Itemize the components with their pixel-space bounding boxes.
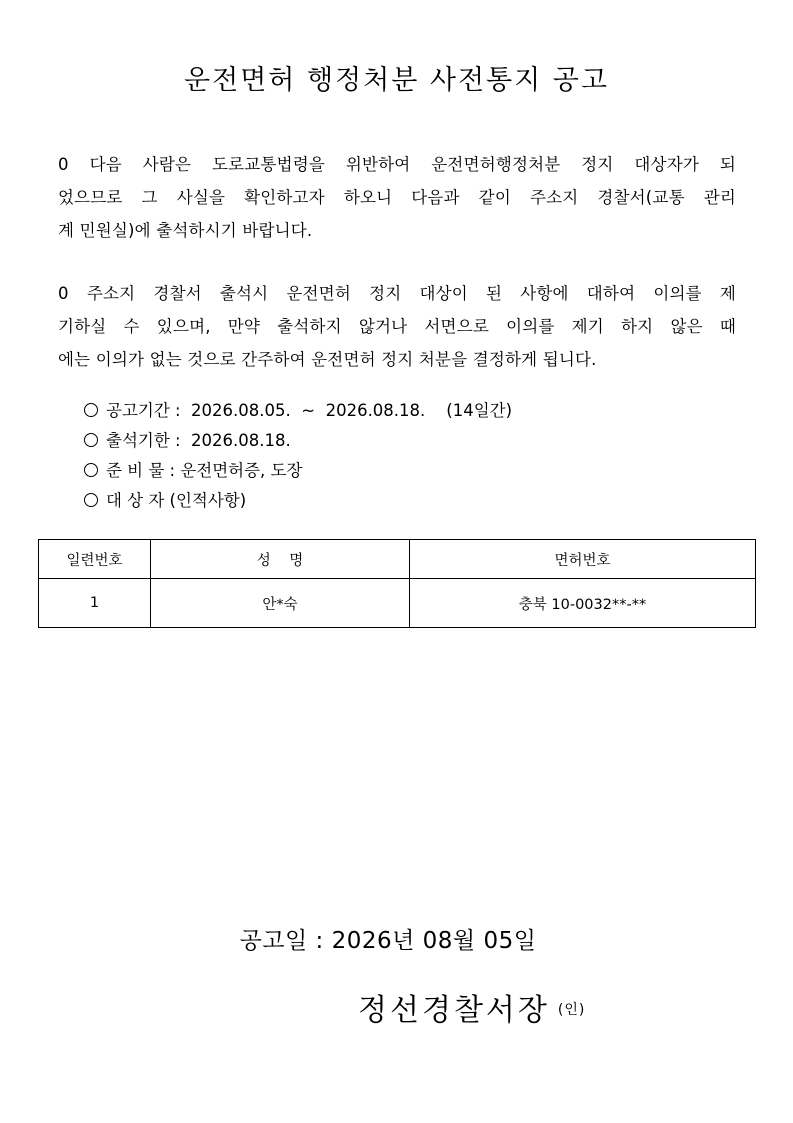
list-item bbox=[84, 396, 512, 426]
list-item bbox=[84, 456, 512, 486]
target-table bbox=[38, 539, 756, 628]
table-header-row bbox=[39, 540, 756, 579]
list-item bbox=[84, 486, 512, 516]
circle-bullet-icon bbox=[84, 463, 98, 477]
paragraph-line: 0 다음 사람은 도로교통법령을 위반하여 운전면허행정처분 정지 대상자가 되 bbox=[58, 155, 736, 174]
paragraph-line: 0 주소지 경찰서 출석시 운전면허 정지 대상이 된 사항에 대하여 이의를 제 bbox=[58, 284, 736, 303]
paragraph-line: 에는 이의가 없는 것으로 간주하여 운전면허 정지 처분을 결정하게 됩니다. bbox=[58, 350, 597, 369]
target-person: 대 상 자 (인적사항) bbox=[106, 491, 247, 510]
notice-paragraph-2 bbox=[58, 277, 736, 376]
paragraph-line: 계 민원실)에 출석하시기 바랍니다. bbox=[58, 221, 313, 240]
paragraph-line: 었으므로 그 사실을 확인하고자 하오니 다음과 같이 주소지 경찰서(교통 관리 bbox=[58, 188, 736, 207]
circle-bullet-icon bbox=[84, 403, 98, 417]
circle-bullet-icon bbox=[84, 433, 98, 447]
notice-paragraph-1 bbox=[58, 148, 736, 247]
header-serial-number: 일련번호 bbox=[39, 540, 151, 579]
attendance-deadline: 출석기한 : 2026.08.18. bbox=[106, 431, 291, 450]
cell-name: 안*숙 bbox=[151, 579, 410, 628]
issuer-signature bbox=[358, 985, 585, 1029]
required-items: 준 비 물 : 운전면허증, 도장 bbox=[106, 461, 303, 480]
seal-mark: (인) bbox=[557, 1002, 586, 1018]
cell-license-number: 충북 10-0032**-** bbox=[410, 579, 756, 628]
table-row bbox=[39, 579, 756, 628]
notice-period: 공고기간 : 2026.08.05. ~ 2026.08.18. (14일간) bbox=[106, 401, 513, 420]
header-license-number: 면허번호 bbox=[410, 540, 756, 579]
notice-date: 공고일 : 2026년 08월 05일 bbox=[239, 928, 537, 954]
circle-bullet-icon bbox=[84, 493, 98, 507]
notice-details-list bbox=[84, 396, 512, 516]
paragraph-line: 기하실 수 있으며, 만약 출석하지 않거나 서면으로 이의를 제기 하지 않은 때 bbox=[58, 317, 736, 336]
page-title: 운전면허 행정처분 사전통지 공고 bbox=[184, 65, 609, 96]
cell-serial-number: 1 bbox=[39, 579, 151, 628]
list-item bbox=[84, 426, 512, 456]
header-name: 성 명 bbox=[151, 540, 410, 579]
issuer-name: 정선경찰서장 bbox=[358, 993, 550, 1028]
